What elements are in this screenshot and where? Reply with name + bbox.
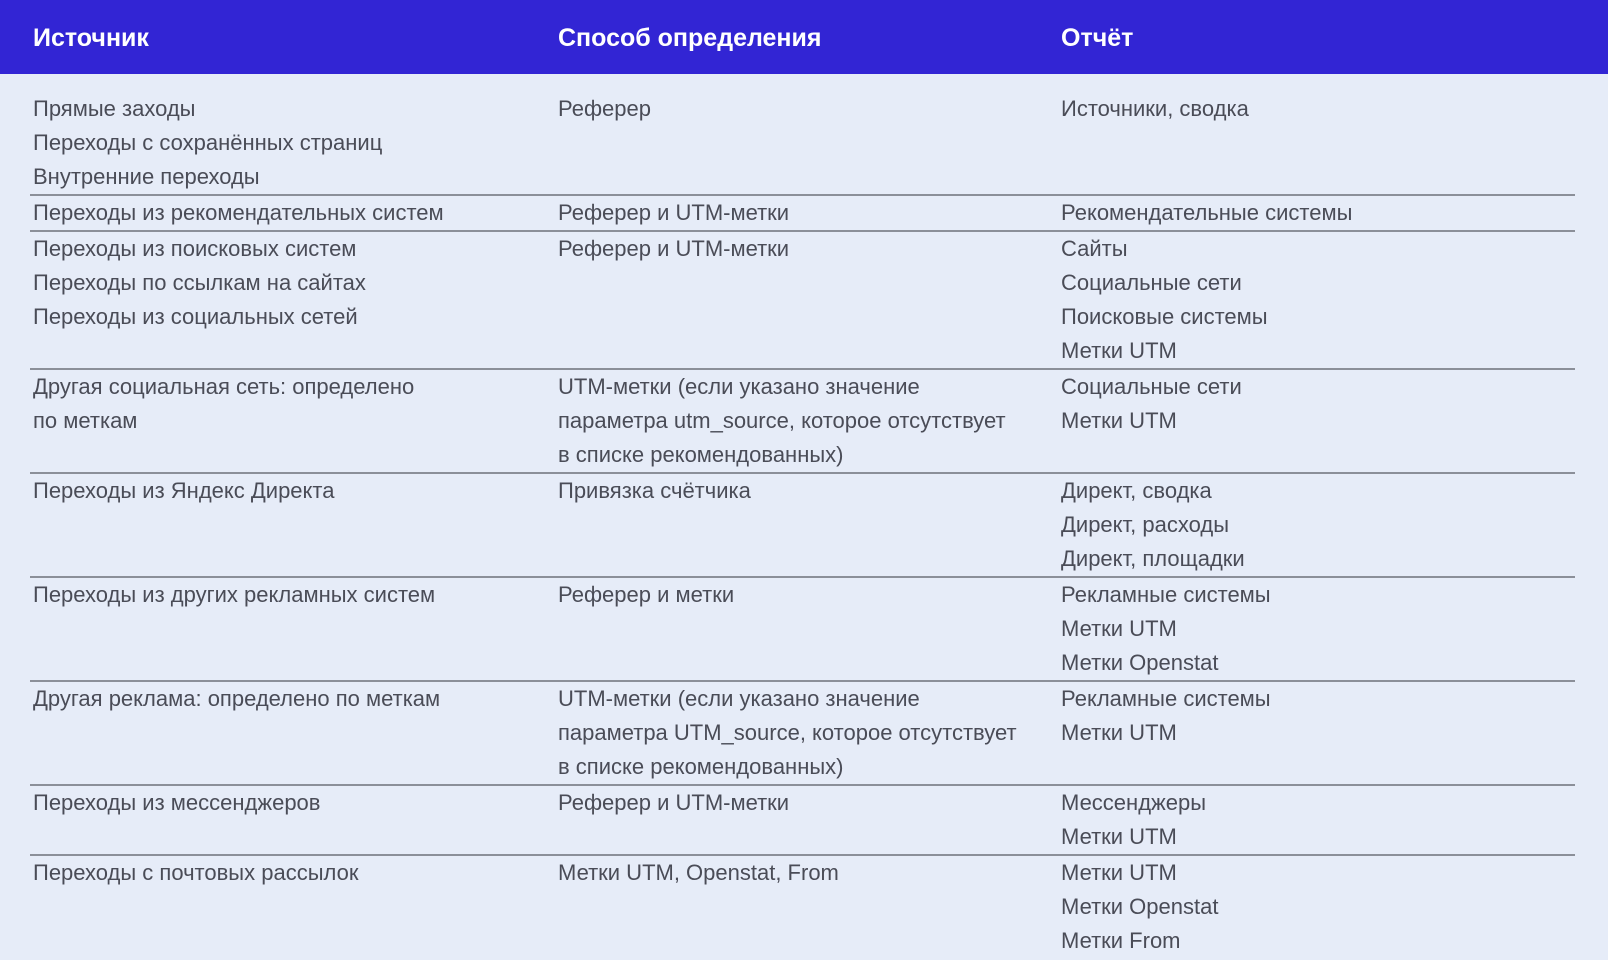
- method-cell: [555, 786, 1058, 854]
- source-cell-line: Переходы из других рекламных систем: [33, 582, 436, 607]
- report-cell-line: Метки UTM: [1061, 616, 1177, 641]
- column-header-source: Источник: [33, 24, 149, 52]
- report-cell: [1058, 232, 1575, 368]
- report-cell-line: Метки From: [1061, 928, 1181, 953]
- source-cell: [30, 232, 555, 368]
- method-cell: [555, 682, 1058, 784]
- method-cell: [555, 856, 1058, 958]
- source-cell: [30, 682, 555, 784]
- source-cell: [30, 370, 555, 472]
- report-cell-line: Социальные сети: [1061, 374, 1242, 399]
- report-cell: [1058, 856, 1575, 958]
- report-cell-line: Метки UTM: [1061, 408, 1177, 433]
- method-cell: [555, 92, 1058, 194]
- source-cell-line: Другая реклама: определено по меткам: [33, 686, 441, 711]
- source-cell: [30, 474, 555, 576]
- report-cell: [1058, 370, 1575, 472]
- source-cell-line: Переходы из поисковых систем: [33, 236, 357, 261]
- report-cell: [1058, 474, 1575, 576]
- source-cell-line: Переходы по ссылкам на сайтах: [33, 270, 366, 295]
- method-cell: [555, 196, 1058, 230]
- table-body: [30, 92, 1575, 958]
- method-cell-line: Реферер и UTM-метки: [558, 200, 790, 225]
- source-cell-line: Переходы с сохранённых страниц: [33, 130, 383, 155]
- report-cell-line: Рекламные системы: [1061, 582, 1271, 607]
- source-cell-line: Внутренние переходы: [33, 164, 260, 189]
- table-row: [30, 576, 1575, 680]
- method-cell-line: параметра UTM_source, которое отсутствует: [558, 720, 1017, 745]
- report-cell: [1058, 92, 1575, 194]
- report-cell-line: Метки Openstat: [1061, 650, 1219, 675]
- source-cell-line: Переходы из Яндекс Директа: [33, 478, 335, 503]
- source-cell: [30, 196, 555, 230]
- source-cell-line: по меткам: [33, 408, 138, 433]
- report-cell-line: Директ, сводка: [1061, 478, 1212, 503]
- report-cell: [1058, 786, 1575, 854]
- report-cell-line: Поисковые системы: [1061, 304, 1268, 329]
- column-header-method: Способ определения: [558, 24, 822, 52]
- source-cell-line: Другая социальная сеть: определено: [33, 374, 415, 399]
- report-cell-line: Сайты: [1061, 236, 1128, 261]
- source-cell-line: Прямые заходы: [33, 96, 196, 121]
- table-row: [30, 472, 1575, 576]
- method-cell-line: Метки UTM, Openstat, From: [558, 860, 839, 885]
- method-cell-line: Привязка счётчика: [558, 478, 751, 503]
- report-cell-line: Метки UTM: [1061, 824, 1177, 849]
- report-cell-line: Рекомендательные системы: [1061, 200, 1353, 225]
- method-cell: [555, 578, 1058, 680]
- source-cell-line: Переходы из рекомендательных систем: [33, 200, 444, 225]
- method-cell: [555, 370, 1058, 472]
- report-cell-line: Метки UTM: [1061, 720, 1177, 745]
- table-header: [0, 0, 1608, 74]
- method-cell: [555, 474, 1058, 576]
- method-cell-line: в списке рекомендованных): [558, 754, 844, 779]
- method-cell-line: в списке рекомендованных): [558, 442, 844, 467]
- method-cell-line: UTM-метки (если указано значение: [558, 686, 920, 711]
- method-cell-line: Реферер и UTM-метки: [558, 236, 790, 261]
- report-cell: [1058, 682, 1575, 784]
- method-cell-line: Реферер и UTM-метки: [558, 790, 790, 815]
- method-cell-line: параметра utm_source, которое отсутствует: [558, 408, 1006, 433]
- source-cell: [30, 578, 555, 680]
- report-cell-line: Метки UTM: [1061, 860, 1177, 885]
- column-header-report: Отчёт: [1061, 24, 1134, 52]
- table-row: [30, 368, 1575, 472]
- report-cell-line: Метки Openstat: [1061, 894, 1219, 919]
- report-cell-line: Метки UTM: [1061, 338, 1177, 363]
- source-cell: [30, 856, 555, 958]
- report-cell: [1058, 196, 1575, 230]
- source-cell: [30, 92, 555, 194]
- table-row: [30, 784, 1575, 854]
- source-cell-line: Переходы из социальных сетей: [33, 304, 358, 329]
- table-row: [30, 854, 1575, 958]
- report-cell-line: Директ, расходы: [1061, 512, 1230, 537]
- report-cell-line: Директ, площадки: [1061, 546, 1245, 571]
- method-cell: [555, 232, 1058, 368]
- method-cell-line: UTM-метки (если указано значение: [558, 374, 920, 399]
- report-cell-line: Рекламные системы: [1061, 686, 1271, 711]
- table-row: [30, 92, 1575, 194]
- method-cell-line: Реферер: [558, 96, 651, 121]
- report-cell-line: Источники, сводка: [1061, 96, 1249, 121]
- table-row: [30, 194, 1575, 230]
- method-cell-line: Реферер и метки: [558, 582, 735, 607]
- report-cell: [1058, 578, 1575, 680]
- report-cell-line: Социальные сети: [1061, 270, 1242, 295]
- source-cell-line: Переходы из мессенджеров: [33, 790, 321, 815]
- source-cell: [30, 786, 555, 854]
- table-row: [30, 680, 1575, 784]
- source-cell-line: Переходы с почтовых рассылок: [33, 860, 359, 885]
- table-row: [30, 230, 1575, 368]
- report-cell-line: Мессенджеры: [1061, 790, 1207, 815]
